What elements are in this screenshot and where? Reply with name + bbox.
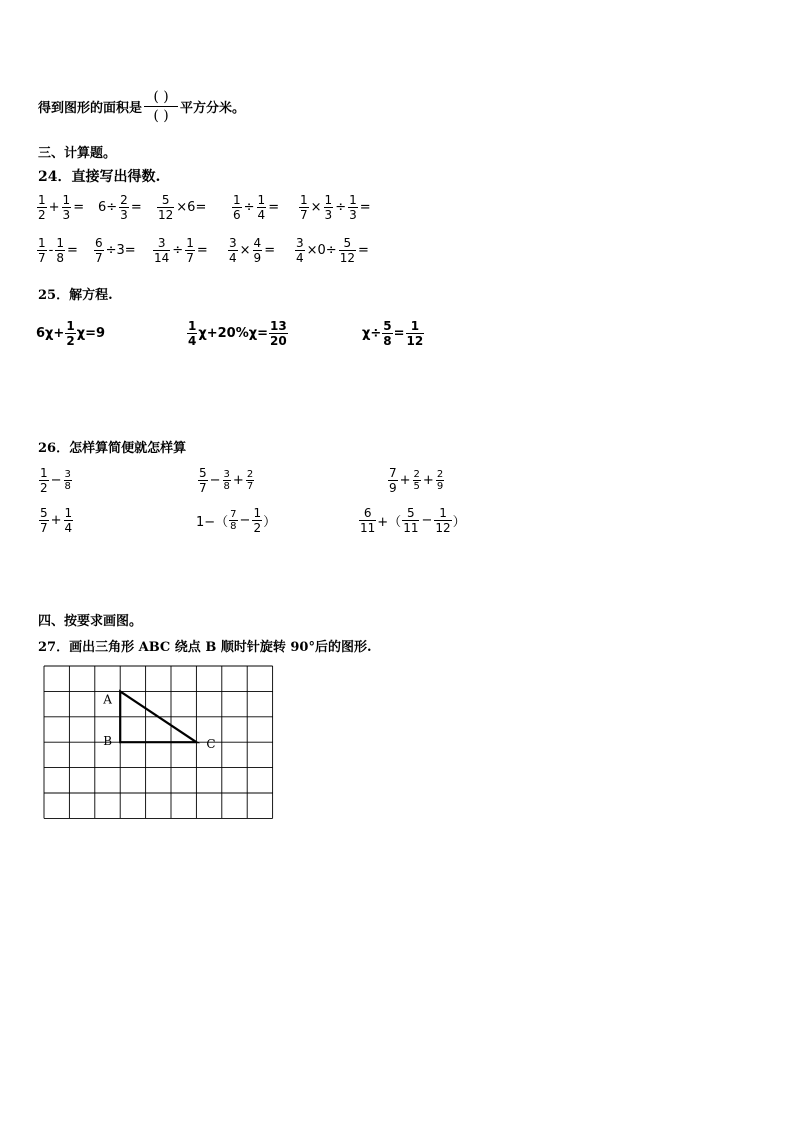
label-c: C <box>206 737 216 752</box>
label-a: A <box>103 692 112 707</box>
q25-title: 25．解方程. <box>38 288 113 303</box>
q26-e4: $\frac{5}{7}$ + $\frac{1}{4}$ <box>40 506 73 535</box>
q24-r1-e4: $\frac{1}{6}$ ÷ $\frac{1}{4}$ = <box>233 193 280 222</box>
q24-r2-e4: $\frac{3}{4}$ × $\frac{4}{9}$ = <box>229 236 276 265</box>
q27-title: 27．画出三角形 ABC 绕点 B 顺时针旋转 90°后的图形. <box>38 640 372 655</box>
q26-title: 26．怎样算简便就怎样算 <box>38 441 187 456</box>
label-b: B <box>103 734 113 749</box>
area-answer-line <box>38 88 245 125</box>
section-3-title: 三、计算题。 <box>38 146 117 161</box>
q27-grid-canvas[interactable] <box>43 665 275 821</box>
q26-e1: $\frac{1}{2}$ − $\frac{3}{8}$ <box>40 466 71 495</box>
section-4-title: 四、按要求画图。 <box>38 614 143 629</box>
q24-r2-e5: $\frac{3}{4}$ ×0÷ $\frac{5}{12}$ = <box>296 236 369 265</box>
area-blank-fraction[interactable] <box>144 88 178 125</box>
area-prefix: 得到图形的面积是 <box>38 101 143 116</box>
q25-eq2: $\frac{1}{4}$ χ+20%χ= $\frac{13}{20}$ <box>188 319 287 348</box>
area-blank-denominator: ( ) <box>153 108 169 124</box>
q26-e3: $\frac{7}{9}$ + $\frac{2}{5}$ + $\frac{2}{9}$ <box>389 466 444 495</box>
q25-eq3: χ÷ $\frac{5}{8}$ = $\frac{1}{12}$ <box>362 319 424 348</box>
area-suffix: 平方分米。 <box>180 101 246 116</box>
q26-e5: 1−（ $\frac{7}{8}$ − $\frac{1}{2}$ ） <box>196 506 277 535</box>
q24-r2-e1: $\frac{1}{7}$ - $\frac{1}{8}$ = <box>38 236 78 265</box>
q24-r2-e2: $\frac{6}{7}$ ÷3= <box>95 236 136 265</box>
q24-r1-e5: $\frac{1}{7}$ × $\frac{1}{3}$ ÷ $\frac{1}{3}$ = <box>300 193 371 222</box>
q26-e2: $\frac{5}{7}$ − $\frac{3}{8}$ + $\frac{2}{7}$ <box>199 466 254 495</box>
q24-title: 24．直接写出得数. <box>38 169 161 185</box>
q24-r2-e3: $\frac{3}{14}$ ÷ $\frac{1}{7}$ = <box>154 236 208 265</box>
q24-r1-e3: $\frac{5}{12}$ ×6= <box>158 193 207 222</box>
q24-r1-e2: 6÷ $\frac{2}{3}$ = <box>98 193 142 222</box>
q26-e6: $\frac{6}{11}$ +（ $\frac{5}{11}$ − $\frac{1}{12}$ ） <box>360 506 466 535</box>
area-blank-numerator: ( ) <box>153 89 169 105</box>
q25-eq1: 6χ+ $\frac{1}{2}$ χ=9 <box>36 319 106 348</box>
q24-r1-e1: $\frac{1}{2}$ + $\frac{1}{3}$ = <box>38 193 85 222</box>
